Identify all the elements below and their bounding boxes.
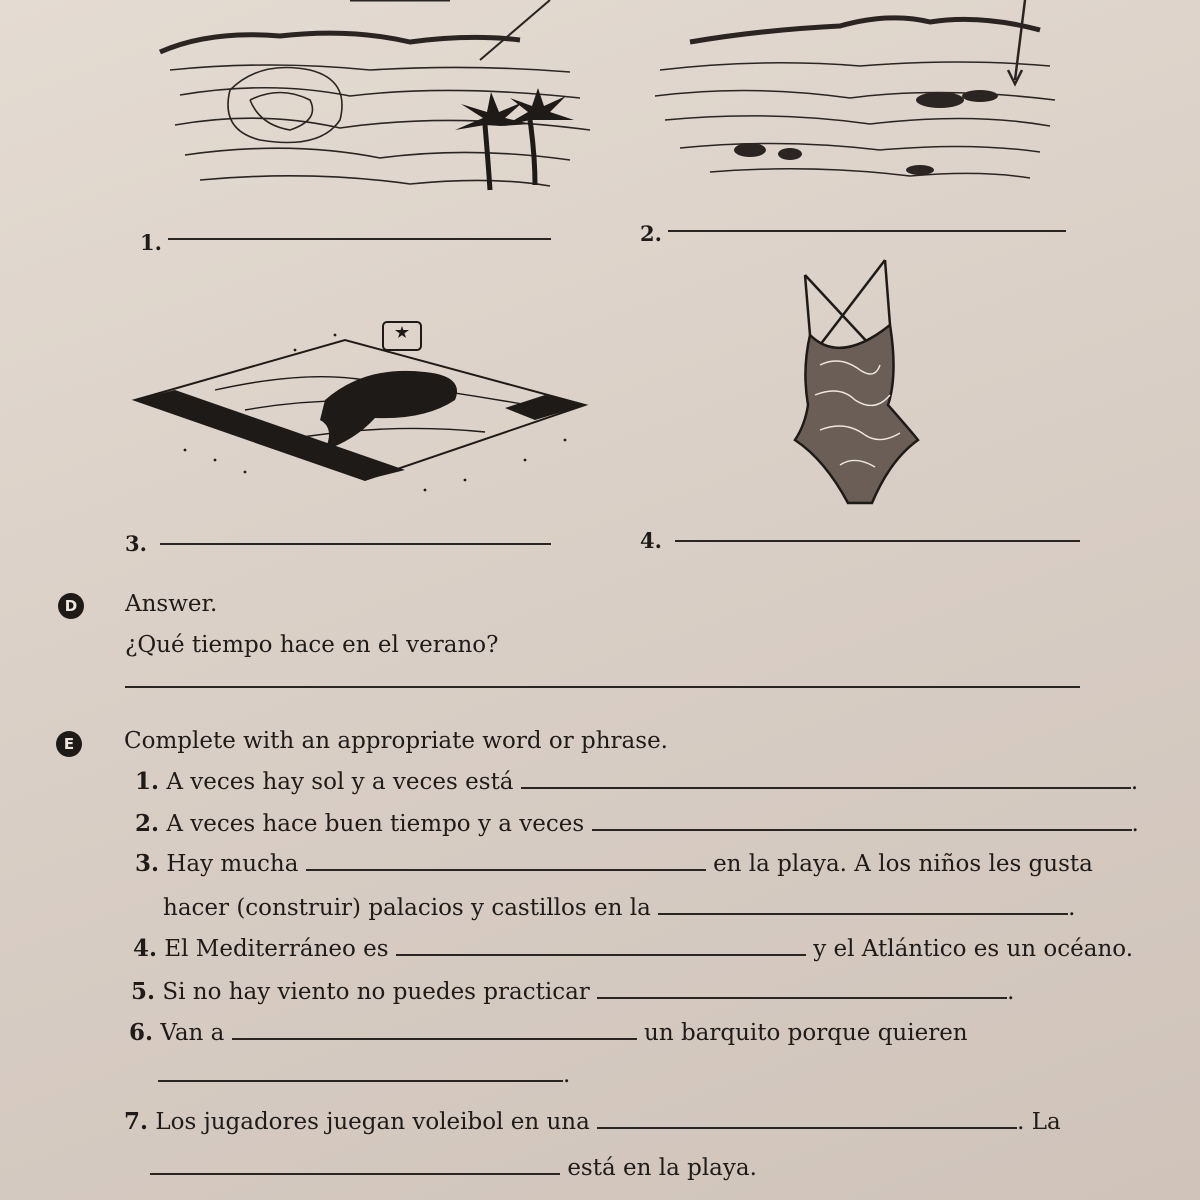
picture-number: 3. — [125, 531, 147, 556]
picture-number: 2. — [640, 221, 662, 246]
swimsuit-icon — [780, 255, 930, 510]
exercise-item-continued: está en la playa. — [150, 1155, 757, 1181]
island-icon — [150, 0, 610, 215]
answer-line[interactable] — [668, 230, 1066, 232]
exercise-item: 7. Los jugadores juegan voleibol en una . La — [124, 1108, 1061, 1135]
section-d-badge: D — [58, 593, 84, 619]
exercise-item: 1. A veces hay sol y a veces está . — [135, 768, 1139, 795]
answer-line[interactable] — [168, 238, 551, 240]
answer-blank[interactable] — [396, 938, 806, 956]
exercise-item-continued: . — [158, 1062, 570, 1088]
exercise-item: 2. A veces hace buen tiempo y a veces . — [135, 810, 1139, 837]
answer-blank[interactable] — [306, 853, 706, 871]
answer-blank[interactable] — [521, 771, 1131, 789]
picture-number: 4. — [640, 528, 662, 553]
coast-icon — [640, 0, 1070, 210]
beach-towel-icon — [125, 310, 615, 510]
exercise-item: 4. El Mediterráneo es y el Atlántico es un océano. — [133, 935, 1134, 962]
answer-blank[interactable] — [150, 1157, 560, 1175]
answer-blank[interactable] — [597, 981, 1007, 999]
picture-number: 1. — [140, 230, 162, 255]
answer-line[interactable] — [125, 686, 1080, 688]
exercise-item: 6. Van a un barquito porque quieren — [129, 1019, 968, 1046]
exercise-item: 3. Hay mucha en la playa. A los niños les gusta — [135, 850, 1093, 877]
answer-blank[interactable] — [158, 1064, 563, 1082]
answer-blank[interactable] — [592, 813, 1132, 831]
exercise-item: 5. Si no hay viento no puedes practicar . — [131, 978, 1015, 1005]
answer-blank[interactable] — [597, 1111, 1017, 1129]
answer-blank[interactable] — [658, 897, 1068, 915]
section-e-heading: Complete with an appropriate word or phrase. — [124, 728, 668, 754]
answer-line[interactable] — [675, 540, 1080, 542]
answer-line[interactable] — [160, 543, 551, 545]
exercise-item-continued: hacer (construir) palacios y castillos en la . — [163, 895, 1076, 921]
section-e-badge: E — [56, 731, 82, 757]
section-d-heading: Answer. — [125, 591, 218, 617]
section-d-question: ¿Qué tiempo hace en el verano? — [125, 632, 499, 658]
answer-blank[interactable] — [232, 1022, 637, 1040]
